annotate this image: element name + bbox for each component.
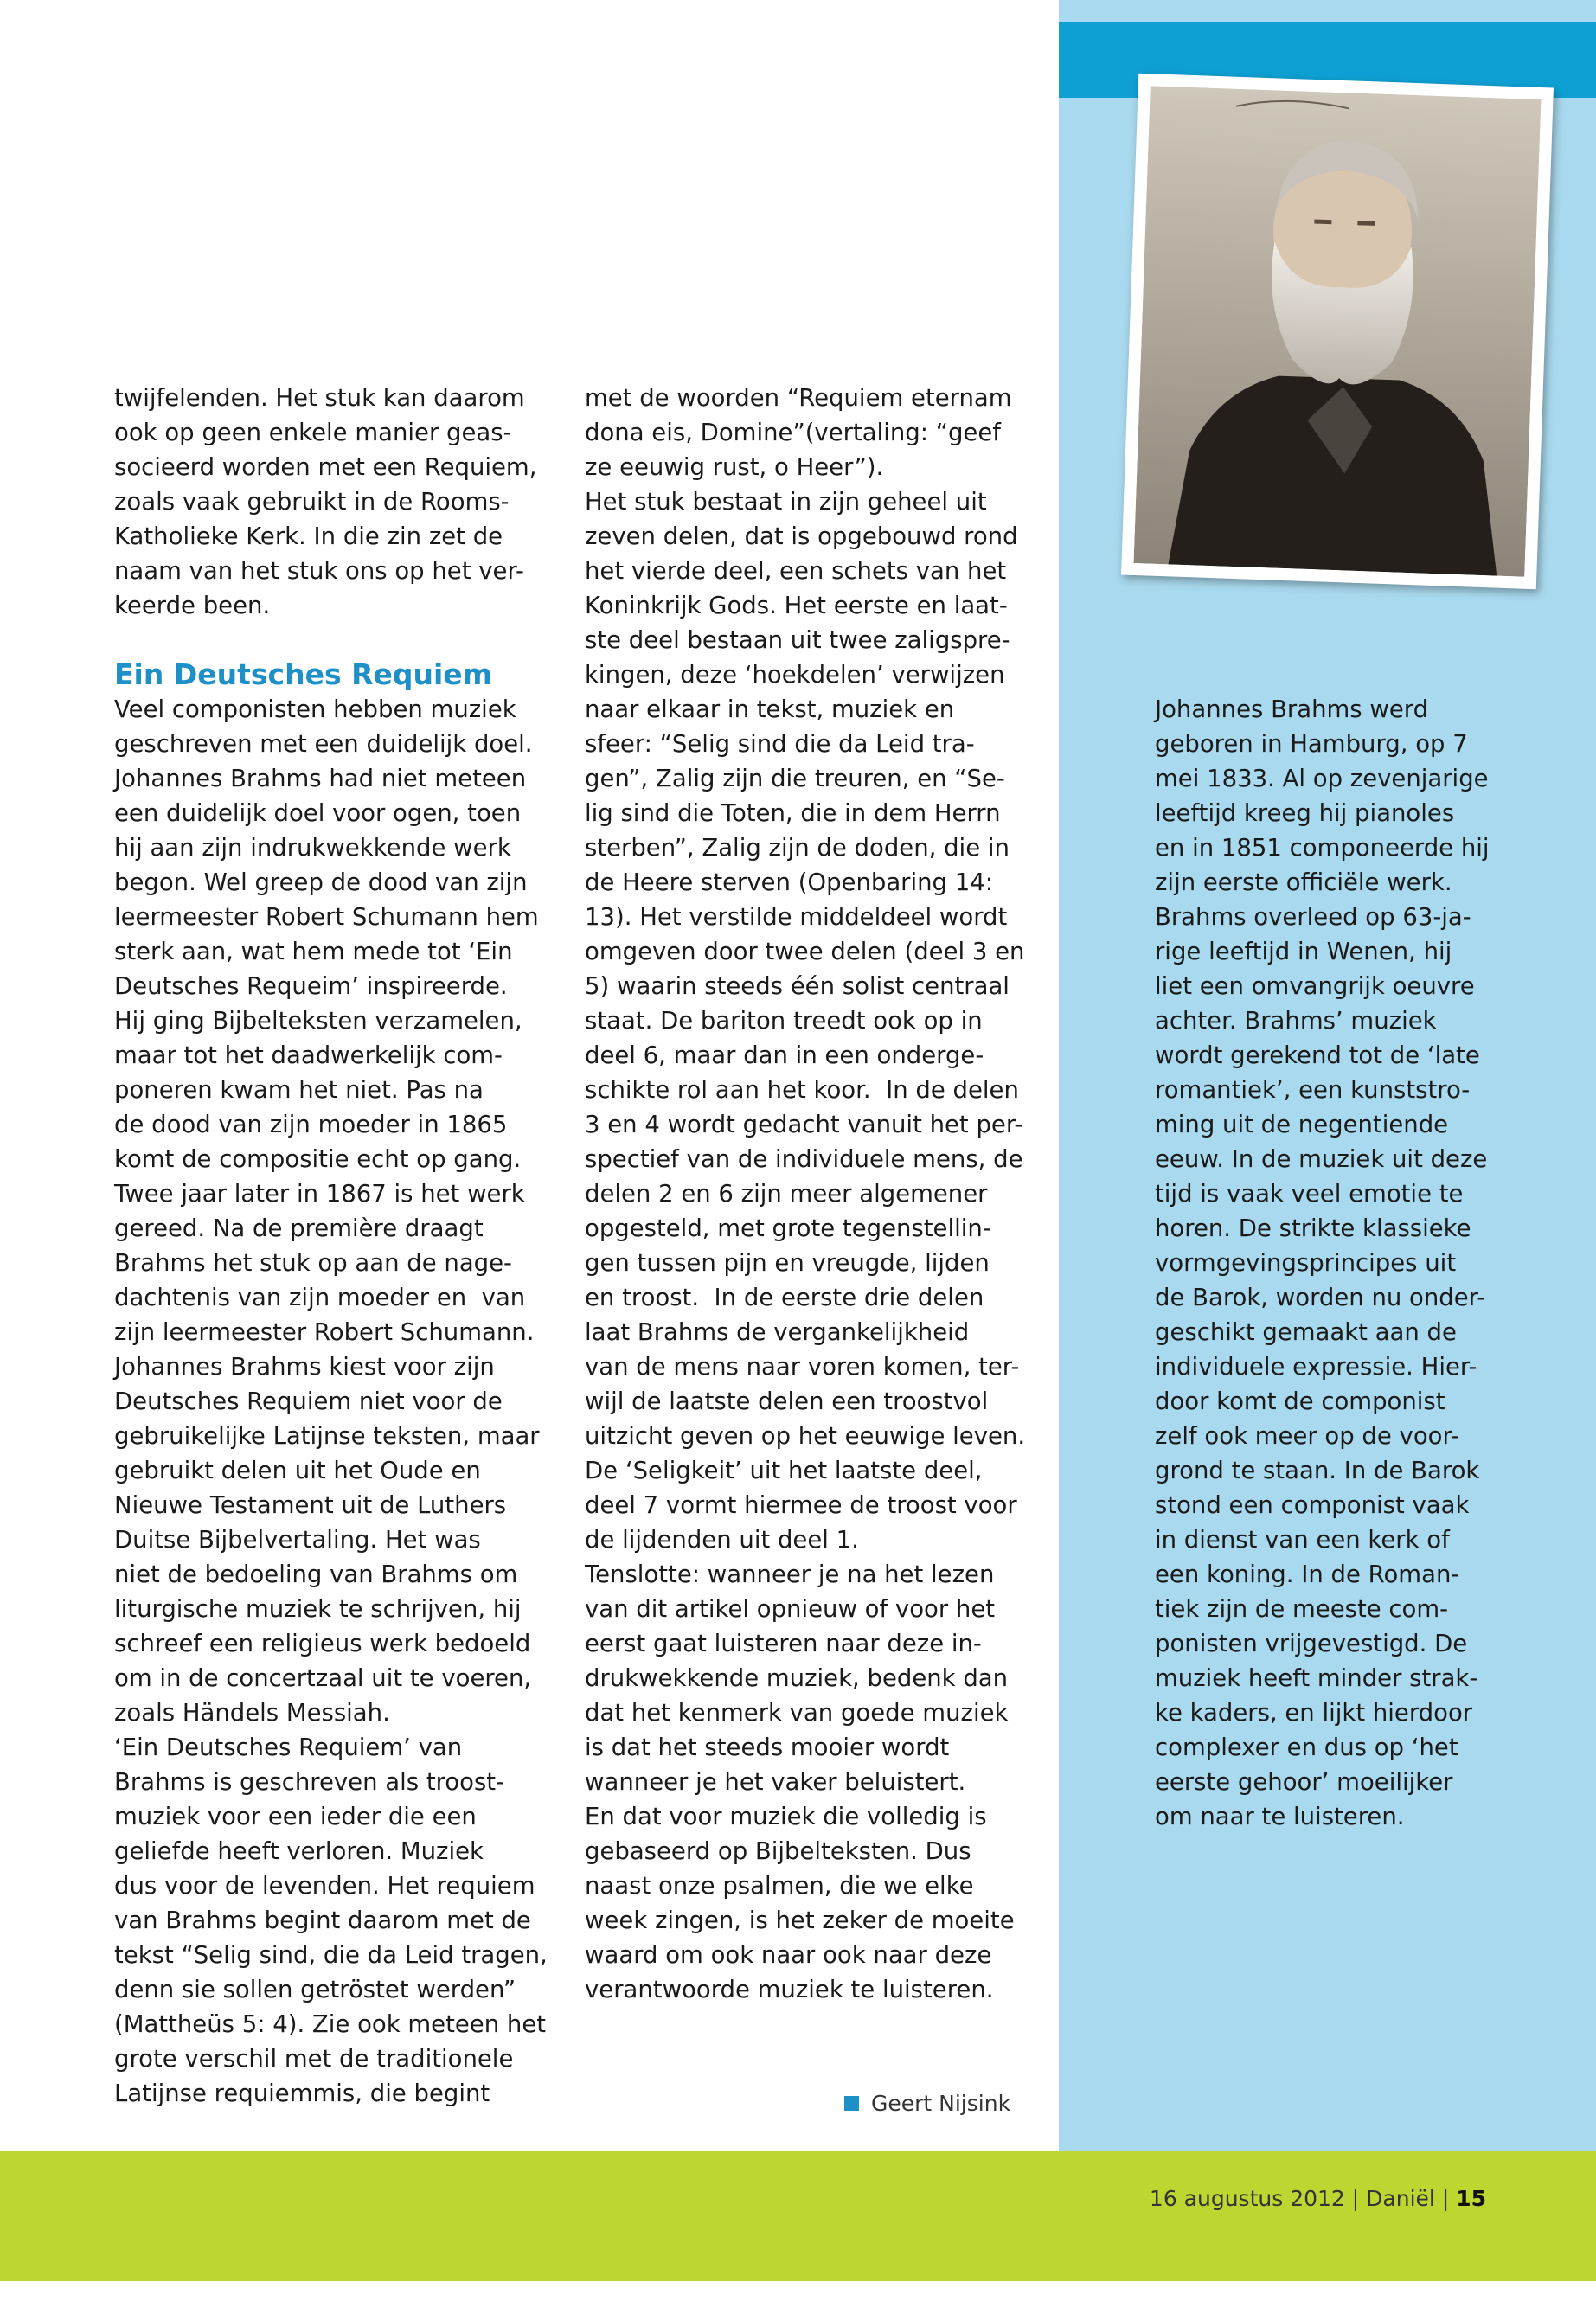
footer-text xyxy=(1150,2184,1486,2214)
text-line: wanneer je het vaker beluistert. xyxy=(585,1768,966,1796)
text-line: kingen, deze ‘hoekdelen’ verwijzen xyxy=(585,661,1005,689)
author-square-icon xyxy=(844,2096,859,2111)
text-line: opgesteld, met grote tegenstellin- xyxy=(585,1215,991,1242)
text-line: van Brahms begint daarom met de xyxy=(114,1907,531,1934)
text-line: gebruikt delen uit het Oude en xyxy=(114,1457,481,1484)
text-line: ook op geen enkele manier geas- xyxy=(114,419,512,446)
text-line: geschreven met een duidelijk doel. xyxy=(114,730,533,758)
text-line: romantiek’, een kunststro- xyxy=(1155,1076,1471,1104)
text-line: niet de bedoeling van Brahms om xyxy=(114,1561,518,1588)
text-line: ‘Ein Deutsches Requiem’ van xyxy=(114,1734,463,1761)
text-line: zeven delen, dat is opgebouwd rond xyxy=(585,522,1018,550)
text-line: gereed. Na de première draagt xyxy=(114,1215,484,1242)
text-line: schreef een religieus werk bedoeld xyxy=(114,1630,531,1657)
text-line: de Barok, worden nu onder- xyxy=(1155,1284,1486,1311)
text-line: muziek heeft minder strak- xyxy=(1155,1664,1478,1692)
text-line: gebruikelijke Latijnse teksten, maar xyxy=(114,1422,540,1450)
text-line: drukwekkende muziek, bedenk dan xyxy=(585,1664,1009,1692)
text-line: naam van het stuk ons op het ver- xyxy=(114,557,524,585)
text-line: zelf ook meer op de voor- xyxy=(1155,1422,1459,1450)
text-line: deel 6, maar dan in een onderge- xyxy=(585,1042,984,1069)
text-line: dona eis, Domine”(vertaling: “geef xyxy=(585,419,1001,446)
text-line: leeftijd kreeg hij pianoles xyxy=(1155,799,1455,827)
text-line: zijn leermeester Robert Schumann. xyxy=(114,1318,535,1346)
text-line: liet een omvangrijk oeuvre xyxy=(1155,972,1475,1000)
text-line: leermeester Robert Schumann hem xyxy=(114,903,539,931)
text-line: Latijnse requiemmis, die begint xyxy=(114,2080,490,2107)
text-line: 13). Het verstilde middeldeel wordt xyxy=(585,903,1008,931)
text-line: keerde been. xyxy=(114,592,271,619)
text-line: schikte rol aan het koor. In de delen xyxy=(585,1076,1019,1104)
text-line: tijd is vaak veel emotie te xyxy=(1155,1180,1464,1208)
text-line: het vierde deel, een schets van het xyxy=(585,557,1007,585)
text-line: delen 2 en 6 zijn meer algemener xyxy=(585,1180,988,1208)
text-line: de dood van zijn moeder in 1865 xyxy=(114,1111,508,1138)
footer-publication: Daniël xyxy=(1366,2186,1435,2211)
text-line: omgeven door twee delen (deel 3 en xyxy=(585,938,1025,965)
text-line: week zingen, is het zeker de moeite xyxy=(585,1907,1015,1934)
text-line: om in de concertzaal uit te voeren, xyxy=(114,1664,532,1692)
text-line: Deutsches Requiem niet voor de xyxy=(114,1388,503,1415)
text-line: maar tot het daadwerkelijk com- xyxy=(114,1042,503,1069)
text-line: denn sie sollen getröstet werden” xyxy=(114,1976,516,2003)
text-line: sterben”, Zalig zijn de doden, die in xyxy=(585,834,1010,862)
text-line: en in 1851 componeerde hij xyxy=(1155,834,1490,862)
footer-separator: | xyxy=(1441,2186,1450,2211)
author-name: Geert Nijsink xyxy=(871,2091,1011,2116)
text-line: deel 7 vormt hiermee de troost voor xyxy=(585,1491,1017,1519)
article-column-2 xyxy=(585,381,1035,2007)
text-line: Koninkrijk Gods. Het eerste en laat- xyxy=(585,592,1008,619)
text-line: Tenslotte: wanneer je na het lezen xyxy=(585,1561,995,1588)
text-line: Duitse Bijbelvertaling. Het was xyxy=(114,1526,481,1554)
portrait-image xyxy=(1134,86,1542,576)
text-line: naast onze psalmen, die we elke xyxy=(585,1872,974,1900)
author-credit xyxy=(844,2089,1010,2118)
text-line: ming uit de negentiende xyxy=(1155,1111,1449,1138)
text-line: ste deel bestaan uit twee zaligspre- xyxy=(585,626,1010,654)
text-line: gebaseerd op Bijbelteksten. Dus xyxy=(585,1837,971,1865)
text-line: socieerd worden met een Requiem, xyxy=(114,453,537,481)
text-line: door komt de componist xyxy=(1155,1388,1445,1415)
text-line: Johannes Brahms kiest voor zijn xyxy=(114,1353,495,1381)
text-line: zoals vaak gebruikt in de Rooms- xyxy=(114,488,510,516)
text-line: laat Brahms de vergankelijkheid xyxy=(585,1318,970,1346)
text-line: tekst “Selig sind, die da Leid tragen, xyxy=(114,1941,548,1969)
text-line: met de woorden “Requiem eternam xyxy=(585,384,1012,412)
text-line: en troost. In de eerste drie delen xyxy=(585,1284,984,1311)
text-line: eerst gaat luisteren naar deze in- xyxy=(585,1630,982,1657)
text-line: stond een componist vaak xyxy=(1155,1491,1470,1519)
text-line: geschikt gemaakt aan de xyxy=(1155,1318,1457,1346)
text-line: zoals Händels Messiah. xyxy=(114,1699,390,1727)
text-line: ponisten vrijgevestigd. De xyxy=(1155,1630,1468,1657)
text-line: Deutsches Requeim’ inspireerde. xyxy=(114,972,508,1000)
text-line: een duidelijk doel voor ogen, toen xyxy=(114,799,522,827)
text-line: sfeer: “Selig sind die da Leid tra- xyxy=(585,730,975,758)
text-line: Nieuwe Testament uit de Luthers xyxy=(114,1491,507,1519)
text-line: gen”, Zalig zijn die treuren, en “Se- xyxy=(585,765,1005,792)
text-line: om naar te luisteren. xyxy=(1155,1803,1405,1830)
text-line: staat. De bariton treedt ook op in xyxy=(585,1007,983,1035)
text-line: Twee jaar later in 1867 is het werk xyxy=(114,1180,525,1208)
footer-separator: | xyxy=(1351,2186,1360,2211)
text-line: lig sind die Toten, die in dem Herrn xyxy=(585,799,1001,827)
text-line: geboren in Hamburg, op 7 xyxy=(1155,730,1468,758)
text-line: zijn eerste officiële werk. xyxy=(1155,868,1452,896)
text-line: 5) waarin steeds één solist centraal xyxy=(585,972,1010,1000)
text-line: individuele expressie. Hier- xyxy=(1155,1353,1477,1381)
text-line: verantwoorde muziek te luisteren. xyxy=(585,1976,994,2003)
text-line: ze eeuwig rust, o Heer”). xyxy=(585,453,884,481)
article-column-1 xyxy=(114,381,564,2111)
text-line: Het stuk bestaat in zijn geheel uit xyxy=(585,488,987,516)
text-line: van dit artikel opnieuw of voor het xyxy=(585,1595,996,1623)
text-line: in dienst van een kerk of xyxy=(1155,1526,1450,1554)
text-line: Brahms overleed op 63-ja- xyxy=(1155,903,1471,931)
footer-date: 16 augustus 2012 xyxy=(1149,2186,1345,2211)
text-line: de lijdenden uit deel 1. xyxy=(585,1526,859,1554)
text-line: Brahms is geschreven als troost- xyxy=(114,1768,504,1796)
page-number: 15 xyxy=(1456,2186,1486,2211)
text-line: muziek voor een ieder die een xyxy=(114,1803,477,1830)
text-line: eerste gehoor’ moeilijker xyxy=(1155,1768,1453,1796)
text-line: grond te staan. In de Barok xyxy=(1155,1457,1480,1484)
text-line: Brahms het stuk op aan de nage- xyxy=(114,1249,512,1277)
text-line: wordt gerekend tot de ‘late xyxy=(1155,1042,1480,1069)
text-line: van de mens naar voren komen, ter- xyxy=(585,1353,1020,1381)
text-line: dat het kenmerk van goede muziek xyxy=(585,1699,1009,1727)
text-line: ke kaders, en lijkt hierdoor xyxy=(1155,1699,1473,1727)
text-line: Johannes Brahms werd xyxy=(1155,695,1429,723)
text-line: naar elkaar in tekst, muziek en xyxy=(585,695,955,723)
text-line: En dat voor muziek die volledig is xyxy=(585,1803,987,1830)
text-line: Hij ging Bijbelteksten verzamelen, xyxy=(114,1007,522,1035)
text-line: de Heere sterven (Openbaring 14: xyxy=(585,868,994,896)
text-line: twijfelenden. Het stuk kan daarom xyxy=(114,384,525,412)
text-line: horen. De strikte klassieke xyxy=(1155,1215,1471,1242)
text-line: waard om ook naar ook naar deze xyxy=(585,1941,992,1969)
text-line: eeuw. In de muziek uit deze xyxy=(1155,1145,1488,1173)
text-line: rige leeftijd in Wenen, hij xyxy=(1155,938,1452,965)
text-line: Johannes Brahms had niet meteen xyxy=(114,765,527,792)
text-line: wijl de laatste delen een troostvol xyxy=(585,1388,989,1415)
text-line: vormgevingsprincipes uit xyxy=(1155,1249,1457,1277)
sidebar-text xyxy=(1155,692,1518,1834)
text-line: Katholieke Kerk. In die zin zet de xyxy=(114,522,503,550)
text-line: Veel componisten hebben muziek xyxy=(114,695,516,723)
text-line: (Mattheüs 5: 4). Zie ook meteen het xyxy=(114,2010,547,2038)
brahms-portrait-photo xyxy=(1121,74,1554,589)
text-line: tiek zijn de meeste com- xyxy=(1155,1595,1449,1623)
text-line: geliefde heeft verloren. Muziek xyxy=(114,1837,484,1865)
text-line: gen tussen pijn en vreugde, lijden xyxy=(585,1249,990,1277)
text-line: dus voor de levenden. Het requiem xyxy=(114,1872,535,1900)
text-line: uitzicht geven op het eeuwige leven. xyxy=(585,1422,1026,1450)
section-heading: Ein Deutsches Requiem xyxy=(114,657,493,691)
text-line: dachtenis van zijn moeder en van xyxy=(114,1284,526,1311)
text-line: complexer en dus op ‘het xyxy=(1155,1734,1458,1761)
text-line: grote verschil met de traditionele xyxy=(114,2045,514,2073)
text-line: liturgische muziek te schrijven, hij xyxy=(114,1595,522,1623)
text-line: De ‘Seligkeit’ uit het laatste deel, xyxy=(585,1457,983,1484)
text-line: 3 en 4 wordt gedacht vanuit het per- xyxy=(585,1111,1023,1138)
text-line: sterk aan, wat hem mede tot ‘Ein xyxy=(114,938,513,965)
text-line: spectief van de individuele mens, de xyxy=(585,1145,1023,1173)
text-line: hij aan zijn indrukwekkende werk xyxy=(114,834,511,862)
footer-band xyxy=(0,2151,1596,2281)
text-line: begon. Wel greep de dood van zijn xyxy=(114,868,528,896)
text-line: mei 1833. Al op zevenjarige xyxy=(1155,765,1489,792)
text-line: een koning. In de Roman- xyxy=(1155,1561,1460,1588)
text-line: poneren kwam het niet. Pas na xyxy=(114,1076,484,1104)
text-line: komt de compositie echt op gang. xyxy=(114,1145,522,1173)
text-line: achter. Brahms’ muziek xyxy=(1155,1007,1437,1035)
text-line: is dat het steeds mooier wordt xyxy=(585,1734,950,1761)
